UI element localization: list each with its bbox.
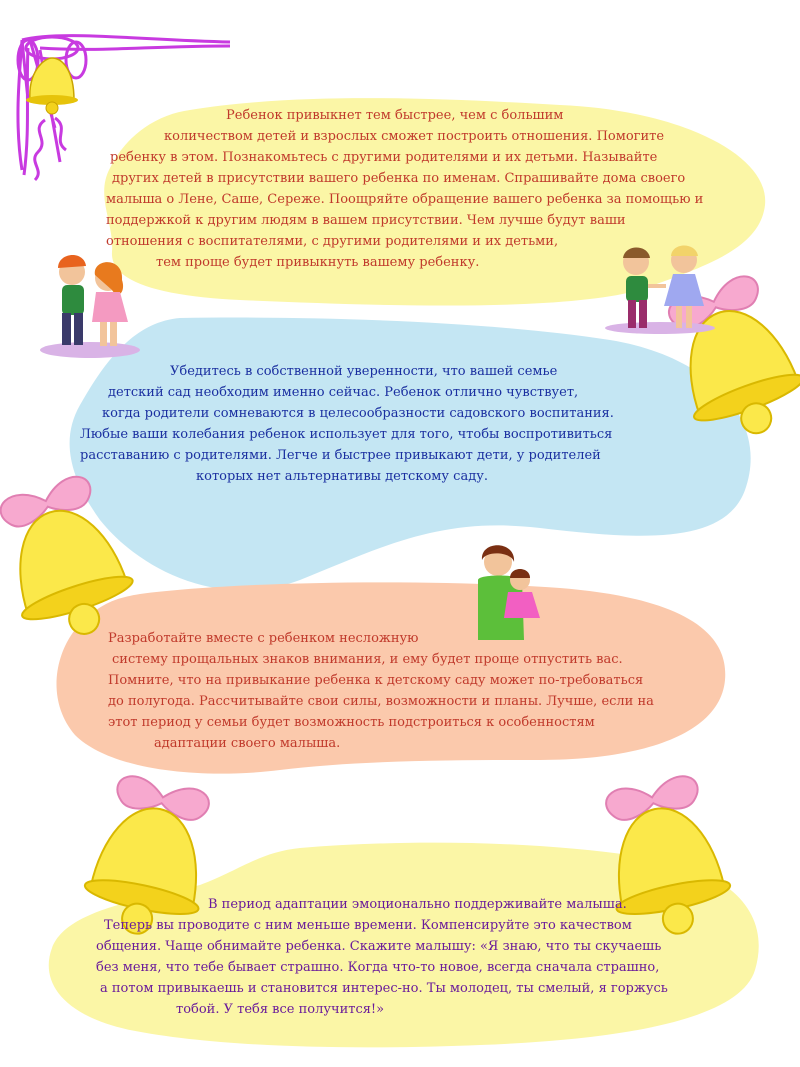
text-line: Помните, что на привыкание ребенка к детскому саду может по-требоваться bbox=[108, 673, 644, 688]
text-line: которых нет альтернативы детскому саду. bbox=[196, 469, 488, 484]
text-line: систему прощальных знаков внимания, и ему будет проще отпустить вас. bbox=[112, 652, 623, 667]
tip-paragraph-1 bbox=[100, 105, 703, 273]
text-line: В период адаптации эмоционально поддерживайте малыша. bbox=[208, 897, 627, 912]
text-line: малыша о Лене, Саше, Сереже. Поощряйте обращение вашего ребенка за помощью и bbox=[106, 192, 704, 207]
tip-paragraph-2 bbox=[80, 361, 614, 487]
text-line: поддержкой к другим людям в вашем присутствии. Чем лучше будут ваши bbox=[106, 213, 626, 228]
text-line: Теперь вы проводите с ним меньше времени. Компенсируйте это качеством bbox=[104, 918, 632, 933]
text-line: детский сад необходим именно сейчас. Ребенок отлично чувствует, bbox=[108, 385, 579, 400]
text-line: Убедитесь в собственной уверенности, что вашей семье bbox=[170, 364, 558, 379]
tip-paragraph-3 bbox=[108, 628, 654, 754]
text-line: этот период у семьи будет возможность подстроиться к особенностям bbox=[108, 715, 595, 730]
tip-paragraph-4 bbox=[96, 894, 668, 1020]
text-line: до полугода. Рассчитывайте свои силы, возможности и планы. Лучше, если на bbox=[108, 694, 654, 709]
text-line: общения. Чаще обнимайте ребенка. Скажите малышу: «Я знаю, что ты скучаешь bbox=[96, 939, 662, 954]
corner-bell bbox=[26, 58, 78, 114]
text-line: других детей в присутствии вашего ребенка по именам. Спрашивайте дома своего bbox=[112, 171, 686, 186]
text-line: тем проще будет привыкнуть вашему ребенку. bbox=[156, 255, 480, 270]
text-line: адаптации своего малыша. bbox=[154, 736, 341, 751]
text-line: отношения с воспитателями, с другими родителями и их детьми, bbox=[106, 234, 559, 249]
text-line: когда родители сомневаются в целесообразности садовского воспитания. bbox=[102, 406, 614, 421]
text-line: ребенку в этом. Познакомьтесь с другими родителями и их детьми. Называйте bbox=[110, 150, 658, 165]
text-line: Разработайте вместе с ребенком несложную bbox=[108, 631, 419, 646]
text-line: Любые ваши колебания ребенок использует для того, чтобы воспротивиться bbox=[80, 427, 613, 442]
text-line: Ребенок привыкнет тем быстрее, чем с большим bbox=[226, 108, 564, 123]
text-line: расставанию с родителями. Легче и быстрее привыкают дети, у родителей bbox=[80, 448, 601, 463]
text-line: тобой. У тебя все получится!» bbox=[176, 1002, 385, 1017]
text-line: количеством детей и взрослых сможет построить отношения. Помогите bbox=[164, 129, 665, 144]
text-line: без меня, что тебе бывает страшно. Когда что-то новое, всегда сначала страшно, bbox=[96, 960, 660, 975]
text-line: а потом привыкаешь и становится интерес-но. Ты молодец, ты смелый, я горжусь bbox=[100, 981, 668, 996]
